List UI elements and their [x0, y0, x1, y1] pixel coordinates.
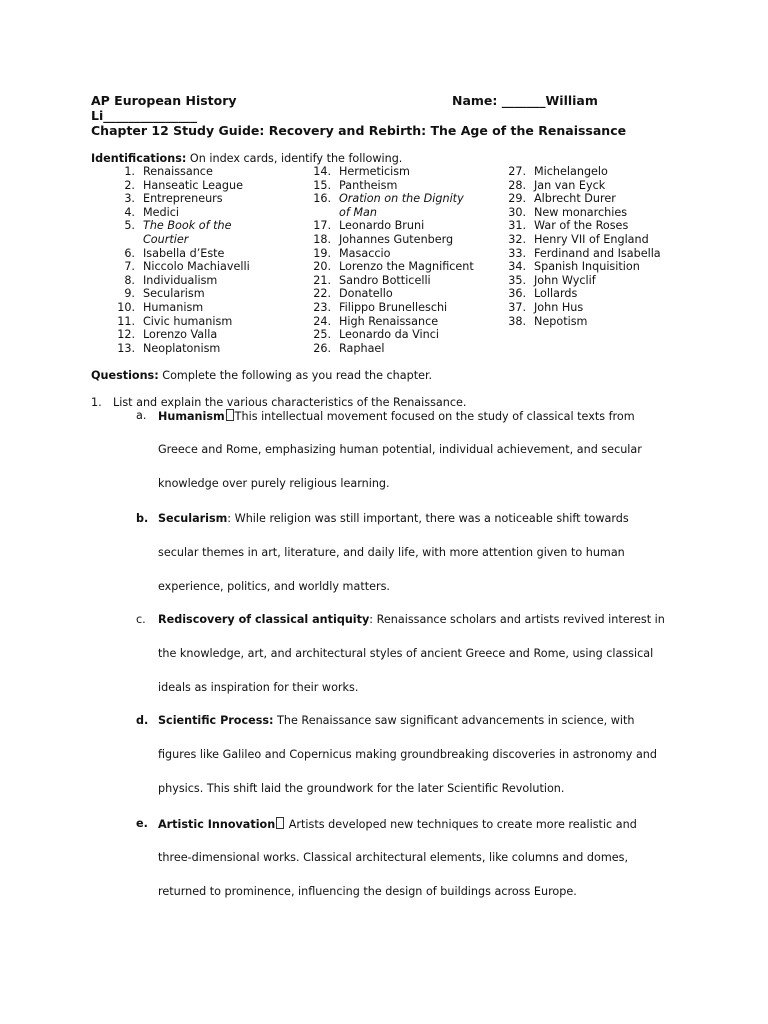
identification-item	[508, 165, 661, 179]
missing-glyph-box	[276, 817, 284, 829]
identification-number: 23.	[313, 300, 331, 314]
identification-item	[124, 246, 250, 261]
identification-text: High Renaissance	[339, 314, 439, 328]
answer-letter: c.	[136, 613, 146, 626]
identification-item	[313, 260, 474, 274]
identification-number: 8.	[124, 273, 135, 287]
identification-text: Raphael	[339, 341, 385, 355]
identification-text: Sandro Botticelli	[339, 273, 431, 287]
questions-heading	[91, 369, 432, 383]
identification-text: Lollards	[534, 287, 578, 301]
identification-item	[124, 205, 250, 220]
identification-item	[313, 300, 474, 315]
identification-text: Johannes Gutenberg	[339, 232, 454, 246]
answer-letter: b.	[136, 512, 149, 525]
identification-item	[339, 206, 474, 220]
identification-text: New monarchies	[534, 205, 628, 219]
identification-item	[124, 287, 250, 301]
identification-item	[117, 314, 250, 329]
answer-line: returned to prominence, influencing the design of buildings across Europe.	[158, 885, 577, 898]
identification-text: Ferdinand and Isabella	[534, 246, 661, 260]
answer-line	[158, 409, 635, 423]
identification-item	[313, 219, 474, 233]
identification-number: 16.	[313, 192, 331, 206]
identification-number: 33.	[508, 246, 526, 260]
identification-text: Donatello	[339, 287, 393, 301]
identification-number: 21.	[313, 273, 331, 287]
identifications-heading	[91, 152, 402, 166]
identifications-column-3	[508, 165, 661, 328]
identification-number: 24.	[313, 314, 331, 328]
answer-line: the knowledge, art, and architectural styles of ancient Greece and Rome, using classical	[158, 647, 654, 660]
identification-text: Nepotism	[534, 314, 588, 328]
identification-item	[508, 219, 661, 233]
identification-number: 6.	[124, 246, 135, 260]
identification-item	[124, 219, 250, 233]
identification-number: 29.	[508, 192, 526, 206]
answer-line: ideals as inspiration for their works.	[158, 681, 359, 694]
answer-term: Scientific Process:	[158, 714, 274, 727]
identification-number: 12.	[117, 328, 135, 342]
course-title: AP European History	[91, 93, 237, 108]
identifications-column-2	[313, 165, 474, 355]
identification-item	[313, 287, 474, 301]
questions-instruction: Complete the following as you read the chapter.	[158, 369, 433, 382]
identification-item	[508, 260, 661, 274]
identification-item	[124, 260, 250, 274]
identification-number: 32.	[508, 232, 526, 246]
identification-number: 26.	[313, 341, 331, 355]
identification-item	[508, 300, 661, 315]
identification-number: 37.	[508, 300, 526, 314]
identification-number: 18.	[313, 232, 331, 246]
answer-line: secular themes in art, literature, and daily life, with more attention given to human	[158, 546, 625, 559]
identification-number: 15.	[313, 178, 331, 192]
identification-text: Hanseatic League	[143, 178, 243, 192]
identification-number: 13.	[117, 341, 135, 355]
answer-line: figures like Galileo and Copernicus making groundbreaking discoveries in astronomy and	[158, 748, 657, 761]
identification-text: Individualism	[143, 273, 218, 287]
identification-number: 5.	[124, 219, 135, 233]
question-1-number: 1.	[91, 396, 102, 409]
identification-text: of Man	[339, 205, 377, 219]
answer-line: knowledge over purely religious learning.	[158, 477, 390, 490]
identification-text: John Wyclif	[534, 273, 596, 287]
identification-number: 34.	[508, 260, 526, 274]
identification-item	[508, 273, 661, 288]
identification-item	[508, 246, 661, 261]
identification-number: 14.	[313, 165, 331, 178]
identification-number: 27.	[508, 165, 526, 178]
identification-number: 20.	[313, 260, 331, 274]
identification-number: 7.	[124, 260, 135, 274]
answer-separator: :	[369, 613, 374, 626]
answer-line	[158, 512, 629, 525]
identification-number: 38.	[508, 314, 526, 328]
identification-item	[508, 232, 661, 247]
identification-text: Civic humanism	[143, 314, 233, 328]
identification-text: Filippo Brunelleschi	[339, 300, 448, 314]
identification-text: Renaissance	[143, 165, 213, 178]
student-name: Name: _______William	[452, 93, 598, 108]
identification-item	[124, 165, 250, 179]
identification-number: 36.	[508, 287, 526, 301]
identification-number: 22.	[313, 287, 331, 301]
answer-letter: a.	[136, 409, 147, 422]
identification-item	[124, 192, 250, 206]
identification-text: Henry VII of England	[534, 232, 649, 246]
answer-line: experience, politics, and worldly matters.	[158, 580, 390, 593]
identification-text: War of the Roses	[534, 219, 629, 233]
identification-item	[313, 273, 474, 288]
answer-text: While religion was still important, there was a noticeable shift towards	[231, 512, 629, 525]
answer-text: The Renaissance saw significant advancements in science, with	[273, 714, 635, 727]
identification-number: 17.	[313, 219, 331, 233]
answer-separator: :	[227, 512, 232, 525]
identification-item	[124, 178, 250, 193]
answer-term: Artistic Innovation	[158, 818, 276, 831]
identification-number: 19.	[313, 246, 331, 260]
identification-text: The Book of the	[143, 219, 232, 233]
identification-text: Hermeticism	[339, 165, 410, 178]
identification-item	[508, 314, 661, 329]
identification-item	[313, 314, 474, 329]
identification-text: Neoplatonism	[143, 341, 221, 355]
answer-line: three-dimensional works. Classical architectural elements, like columns and domes,	[158, 851, 628, 864]
identification-item	[117, 328, 250, 342]
answer-text: Renaissance scholars and artists revived interest in	[373, 613, 665, 626]
identification-text: Spanish Inquisition	[534, 260, 640, 274]
identification-text: Entrepreneurs	[143, 192, 223, 206]
identification-text: Michelangelo	[534, 165, 608, 178]
identification-text: Humanism	[143, 300, 204, 314]
identifications-instruction: On index cards, identify the following.	[186, 152, 403, 165]
identification-item	[313, 246, 474, 261]
identification-item	[508, 205, 661, 220]
identification-item	[313, 341, 474, 356]
identification-number: 11.	[117, 314, 135, 328]
identification-item	[508, 178, 661, 193]
identification-text: Oration on the Dignity	[339, 192, 464, 206]
answer-line: Greece and Rome, emphasizing human potential, individual achievement, and secular	[158, 443, 642, 456]
identification-number: 25.	[313, 328, 331, 342]
question-1-text: List and explain the various characteristics of the Renaissance.	[113, 396, 467, 409]
identifications-label: Identifications:	[91, 152, 187, 165]
identification-item	[508, 192, 661, 206]
identification-number: 31.	[508, 219, 526, 233]
identification-item	[313, 192, 474, 206]
identification-number: 4.	[124, 205, 135, 219]
answer-term: Secularism	[158, 512, 228, 525]
identification-text: Pantheism	[339, 178, 398, 192]
identification-text: Isabella d’Este	[143, 246, 225, 260]
answer-term: Humanism	[158, 410, 225, 423]
answer-line	[158, 613, 665, 626]
answer-line	[158, 714, 634, 727]
answer-line	[158, 817, 637, 831]
identification-text: Secularism	[143, 287, 205, 301]
identification-text: Courtier	[143, 232, 189, 246]
answer-term: Rediscovery of classical antiquity	[158, 613, 370, 626]
identification-text: Leonardo Bruni	[339, 219, 425, 233]
identification-item	[124, 273, 250, 288]
identification-item	[117, 341, 250, 356]
identification-item	[313, 165, 474, 179]
identification-item	[117, 300, 250, 315]
answer-text: This intellectual movement focused on the study of classical texts from	[234, 410, 635, 423]
identification-item	[313, 328, 474, 342]
chapter-title: Chapter 12 Study Guide: Recovery and Rebirth: The Age of the Renaissance	[91, 123, 627, 138]
identification-text: Leonardo da Vinci	[339, 328, 439, 342]
identification-number: 1.	[124, 165, 135, 178]
answer-letter: e.	[136, 817, 148, 830]
answer-line: physics. This shift laid the groundwork for the later Scientific Revolution.	[158, 782, 565, 795]
identification-text: Jan van Eyck	[534, 178, 606, 192]
answer-text: Artists developed new techniques to create more realistic and	[285, 818, 637, 831]
identification-text: Albrecht Durer	[534, 192, 616, 206]
identification-text: John Hus	[534, 300, 584, 314]
identification-number: 30.	[508, 205, 526, 219]
identification-number: 9.	[124, 287, 135, 301]
identification-number: 35.	[508, 273, 526, 287]
missing-glyph-box	[226, 409, 234, 421]
identification-text: Lorenzo the Magnificent	[339, 260, 474, 274]
identifications-column-1	[117, 165, 250, 355]
identification-item	[313, 178, 474, 193]
identification-text: Medici	[143, 205, 180, 219]
identification-number: 2.	[124, 178, 135, 192]
identification-number: 10.	[117, 300, 135, 314]
identification-item	[143, 233, 250, 247]
identification-number: 28.	[508, 178, 526, 192]
questions-label: Questions:	[91, 369, 159, 382]
identification-text: Lorenzo Valla	[143, 328, 218, 342]
identification-text: Masaccio	[339, 246, 391, 260]
identification-item	[508, 287, 661, 301]
student-name-continued: Li_______________	[91, 108, 197, 123]
identification-item	[313, 232, 474, 247]
identification-number: 3.	[124, 192, 135, 206]
answer-letter: d.	[136, 714, 149, 727]
identification-text: Niccolo Machiavelli	[143, 260, 250, 274]
